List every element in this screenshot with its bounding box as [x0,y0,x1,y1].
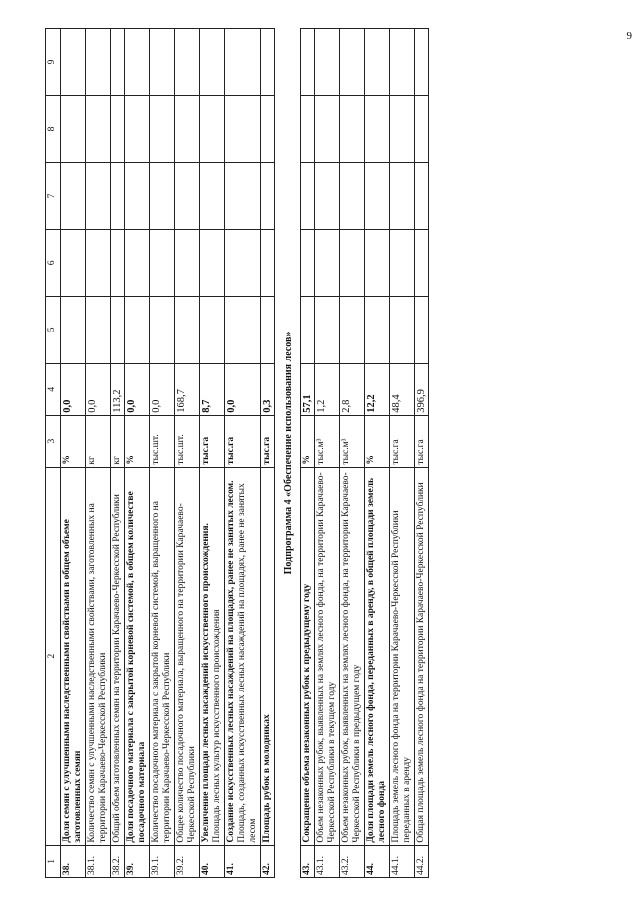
empty-cell [415,29,429,96]
indicator-name [315,467,340,845]
indicator-name [86,467,111,845]
empty-cell [125,29,150,96]
empty-cell [86,229,111,296]
empty-cell [200,162,225,229]
empty-cell [175,29,200,96]
empty-cell [365,96,390,163]
table-row [315,29,340,878]
indicator-name [365,467,390,845]
column-header-4: 4 [46,363,61,415]
indicator-title: Создание искусственных лесных насаждений на площадях, ранее не занятых лесом. [226,480,236,843]
table-row [301,29,315,878]
indicator-title: Площадь рубок в молодниках [262,714,272,843]
page-number: 9 [626,30,632,42]
indicator-name [340,467,365,845]
indicator-name [261,467,275,845]
table-row [415,29,429,878]
value-cell: 0,0 [225,363,261,415]
indicator-title: Площадь земель лесного фонда на территории Карачаево-Черкесской Республики переданных в аренду [391,510,412,843]
empty-cell [61,29,86,96]
unit-cell: тыс.га [200,415,225,467]
empty-cell [301,229,315,296]
subprogram-title: Подпрограмма 4 «Обеспечение использования лесов» [283,331,294,575]
indicator-title: Общий объем заготовленных семян на территории Карачаево-Черкесской Республики [112,494,122,843]
value-cell: 0,0 [86,363,111,415]
empty-cell [261,296,275,363]
empty-cell [301,96,315,163]
header-row [46,29,61,878]
empty-cell [390,229,415,296]
empty-cell [200,96,225,163]
empty-cell [261,29,275,96]
empty-cell [111,296,125,363]
indicator-name [150,467,175,845]
row-number: 39.1. [150,845,175,877]
row-number: 39.2. [175,845,200,877]
unit-cell: тыс.шт. [175,415,200,467]
row-number: 40. [200,845,225,877]
indicator-name [61,467,86,845]
empty-cell [365,229,390,296]
indicator-title: Общее количество посадочного материала, выращенного на территории Карачаево-Черкесской Республики [176,503,197,843]
unit-cell: % [125,415,150,467]
empty-cell [125,296,150,363]
column-header-2: 2 [46,467,61,845]
column-header-8: 8 [46,96,61,163]
indicator-title: Объем незаконных рубок, выявленных на землях лесного фонда, на территории Карачаево-Черкесской Республики в предыдущем году [341,472,362,843]
indicator-name [111,467,125,845]
table-row [340,29,365,878]
indicator-title: Сокращение объема незаконных рубок к предыдущему году [302,583,312,843]
table-row [111,29,125,878]
indicator-title: Количество семян с улучшенными наследственными свойствами, заготовленных на территории Карачаево-Черкесской Республики [87,503,108,843]
empty-cell [150,29,175,96]
empty-cell [415,229,429,296]
unit-cell: тыс.га [415,415,429,467]
row-number: 38.2. [111,845,125,877]
empty-cell [225,162,261,229]
empty-cell [315,162,340,229]
empty-cell [340,296,365,363]
row-number: 38.1. [86,845,111,877]
row-number: 43.1. [315,845,340,877]
unit-cell: % [61,415,86,467]
value-cell: 8,7 [200,363,225,415]
column-header-7: 7 [46,162,61,229]
rotated-page [45,28,635,878]
empty-cell [261,229,275,296]
empty-cell [225,96,261,163]
empty-cell [261,162,275,229]
empty-cell [340,96,365,163]
table-row [175,29,200,878]
row-number: 44.1. [390,845,415,877]
row-number: 38. [61,845,86,877]
empty-cell [415,162,429,229]
empty-cell [301,162,315,229]
column-header-1: 1 [46,845,61,877]
indicator-subtitle: Площадь, созданных искусственных лесных насаждений на площадях, ранее не занятых лесом [237,483,258,843]
empty-cell [61,296,86,363]
empty-cell [125,229,150,296]
indicator-title: Объем незаконных рубок, выявленных на землях лесного фонда, на территории Карачаево-Черкесской Республики в текущем году [316,472,337,843]
indicator-name [415,467,429,845]
indicator-name [301,467,315,845]
row-number: 41. [225,845,261,877]
row-number: 39. [125,845,150,877]
empty-cell [61,162,86,229]
empty-cell [111,162,125,229]
empty-cell [200,296,225,363]
unit-cell: тыс.м³ [315,415,340,467]
empty-cell [175,162,200,229]
value-cell: 2,8 [340,363,365,415]
table-row [150,29,175,878]
column-header-9: 9 [46,29,61,96]
empty-cell [150,296,175,363]
empty-cell [365,29,390,96]
empty-cell [175,229,200,296]
empty-cell [365,296,390,363]
table-row [365,29,390,878]
indicator-subtitle: Площадь лесных культур искусственного происхождения [212,609,222,843]
empty-cell [86,29,111,96]
empty-cell [415,96,429,163]
empty-cell [225,229,261,296]
unit-cell: тыс.шт. [150,415,175,467]
value-cell: 0,0 [125,363,150,415]
empty-cell [315,29,340,96]
unit-cell: кг [111,415,125,467]
column-header-3: 3 [46,415,61,467]
empty-cell [340,229,365,296]
value-cell: 113,2 [111,363,125,415]
value-cell: 0,0 [61,363,86,415]
indicators-table [45,28,429,878]
value-cell: 48,4 [390,363,415,415]
indicator-title: Доля посадочного материала с закрытой корневой системой, в общем количестве посадочного материала [126,491,147,843]
row-number: 42. [261,845,275,877]
row-number: 44. [365,845,390,877]
empty-cell [200,229,225,296]
empty-cell [125,162,150,229]
empty-cell [390,96,415,163]
unit-cell: тыс.м³ [340,415,365,467]
indicator-title: Доля семян с улучшенными наследственными свойствами в общем объеме заготовленных семян [62,519,83,843]
table-row [261,29,275,878]
table-row [86,29,111,878]
empty-cell [175,96,200,163]
row-number: 43.2. [340,845,365,877]
row-number: 44.2. [415,845,429,877]
empty-cell [125,96,150,163]
empty-cell [150,229,175,296]
empty-cell [315,296,340,363]
indicator-title: Доля площади земель лесного фонда, переданных в аренду, в общей площади земель лесного фонда [366,477,387,843]
table-row [225,29,261,878]
empty-cell [390,162,415,229]
empty-cell [390,296,415,363]
empty-cell [175,296,200,363]
indicator-name [225,467,261,845]
empty-cell [86,162,111,229]
empty-cell [150,162,175,229]
indicator-name [175,467,200,845]
value-cell: 12,2 [365,363,390,415]
empty-cell [415,296,429,363]
value-cell: 168,7 [175,363,200,415]
empty-cell [340,162,365,229]
subprogram-row [275,29,301,878]
indicator-title: Количество посадочного материала с закрытой корневой системой, выращенного на территории Карачаево-Черкесской Республики [151,501,172,843]
empty-cell [225,296,261,363]
indicator-title: Общая площадь земель лесного фонда на территории Карачаево-Черкесской Республики [416,482,426,843]
empty-cell [390,29,415,96]
empty-cell [200,29,225,96]
empty-cell [111,96,125,163]
empty-cell [86,296,111,363]
unit-cell: тыс.га [225,415,261,467]
unit-cell: тыс.га [390,415,415,467]
value-cell: 1,2 [315,363,340,415]
empty-cell [340,29,365,96]
value-cell: 0,0 [150,363,175,415]
table-row [61,29,86,878]
empty-cell [365,162,390,229]
indicator-name [125,467,150,845]
empty-cell [301,29,315,96]
table-row [390,29,415,878]
column-header-5: 5 [46,296,61,363]
empty-cell [261,96,275,163]
empty-cell [86,96,111,163]
empty-cell [111,229,125,296]
empty-cell [301,296,315,363]
table-row [125,29,150,878]
empty-cell [61,96,86,163]
indicator-name [200,467,225,845]
unit-cell: тыс.га [261,415,275,467]
unit-cell: % [301,415,315,467]
empty-cell [150,96,175,163]
value-cell: 396,9 [415,363,429,415]
empty-cell [111,29,125,96]
column-header-6: 6 [46,229,61,296]
indicator-name [390,467,415,845]
empty-cell [315,229,340,296]
value-cell: 57,1 [301,363,315,415]
table-row [200,29,225,878]
unit-cell: % [365,415,390,467]
value-cell: 0,3 [261,363,275,415]
indicator-title: Увеличение площади лесных насаждений искусственного происхождения. [201,523,211,843]
empty-cell [61,229,86,296]
row-number: 43. [301,845,315,877]
unit-cell: кг [86,415,111,467]
empty-cell [225,29,261,96]
empty-cell [315,96,340,163]
